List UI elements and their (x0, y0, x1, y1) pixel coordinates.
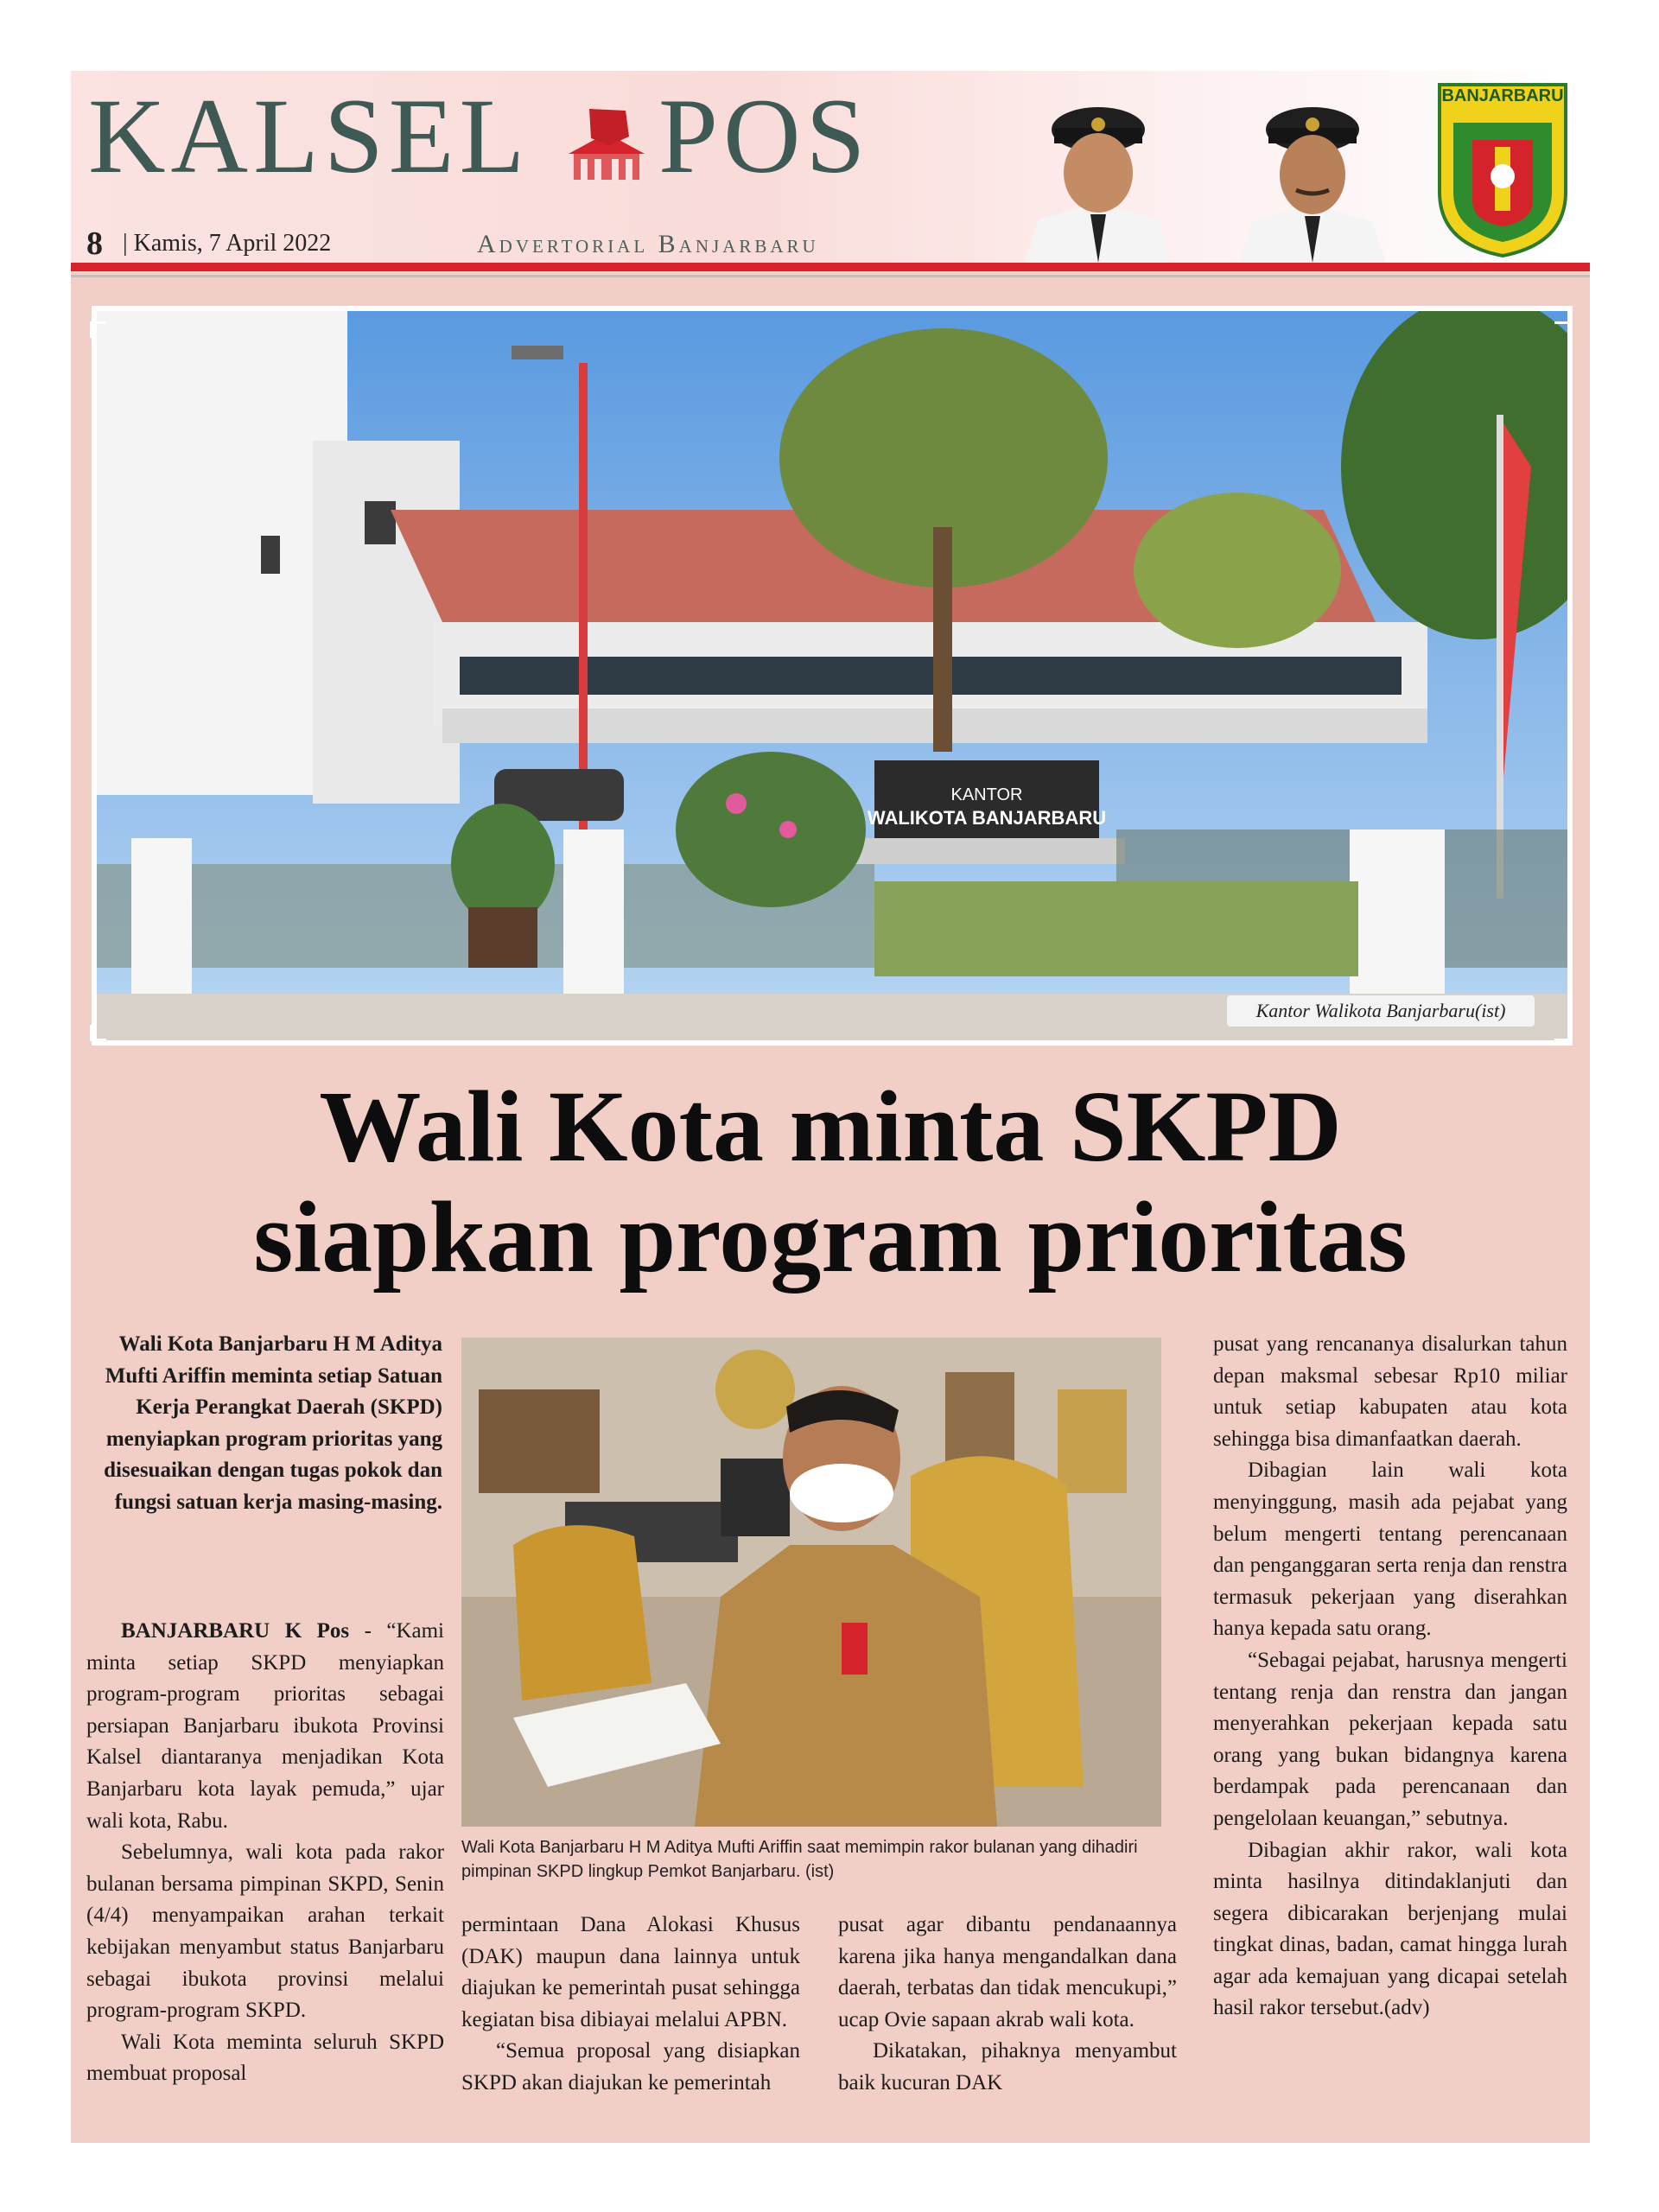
headline (71, 1071, 1590, 1293)
article-column-4 (1213, 1329, 1567, 2024)
portrait-mayor-image (1021, 93, 1175, 263)
sign-text-1: KANTOR (950, 785, 1023, 804)
col1-para-1: - “Kami minta setiap SKPD menyiapkan program-program prioritas sebagai persiapan Banjarbaru ibukota Provinsi Kalsel diantaranya menjadikan Kota Banjarbaru kota layak pemuda,” ujar wali kota, Rabu. (86, 1619, 444, 1833)
brand-right: POS (658, 77, 871, 195)
article-dateline: BANJARBARU K Pos (121, 1619, 350, 1643)
col1-para-3: Wali Kota meminta seluruh SKPD membuat proposal (86, 2030, 444, 2086)
article-column-2 (461, 1910, 800, 2100)
col1-para-2: Sebelumnya, wali kota pada rakor bulanan bersama pimpinan SKPD, Senin (4/4) menyampaikan arahan terkait kebijakan menyambut status Banjarbaru sebagai ibukota provinsi melalui program-program SKPD. (86, 1840, 444, 2023)
hero-caption: Kantor Walikota Banjarbaru(ist) (1227, 995, 1535, 1027)
col4-para-1: pusat yang rencananya disalurkan tahun depan maksmal sebesar Rp10 miliar untuk setiap kabupaten atau kota sehingga bisa dimanfaatkan daerah. (1213, 1332, 1567, 1451)
masthead-rule-thin (71, 275, 1590, 277)
issue-date: | Kamis, 7 April 2022 (123, 230, 332, 257)
sign-text-2: WALIKOTA BANJARBARU (867, 807, 1107, 829)
newspaper-page (71, 71, 1590, 2143)
col4-para-3: “Sebagai pejabat, harusnya mengerti tentang renja dan renstra dan jangan menyerahkan pekerjaan kepada satu orang yang bukan bidangnya karena berdampak pada perencanaan dan pengelolaan keuangan,” sebutnya. (1213, 1648, 1567, 1830)
kalsel-pos-logo-icon (565, 102, 648, 185)
headline-line-1: Wali Kota minta SKPD (319, 1070, 1342, 1183)
mayor-photo-caption: Wali Kota Banjarbaru H M Aditya Mufti Ariffin saat memimpin rakor bulanan yang dihadiri pimpinan SKPD lingkup Pemkot Banjarbaru. (ist) (461, 1838, 1138, 1881)
col3-para-2: Dikatakan, pihaknya menyambut baik kucuran DAK (838, 2039, 1177, 2094)
article-column-1 (86, 1616, 444, 2090)
headline-line-2: siapkan program prioritas (253, 1180, 1408, 1294)
crest-label: BANJARBARU (1441, 86, 1564, 105)
frame-corner (1554, 1025, 1571, 1041)
frame-corner (1554, 321, 1571, 338)
mayor-photo (461, 1338, 1161, 1827)
section-rubric: Advertorial Banjarbaru (477, 230, 819, 258)
frame-corner (90, 1025, 106, 1041)
city-hall-photo-image (97, 311, 1567, 1040)
col4-para-2: Dibagian lain wali kota menyinggung, masih ada pejabat yang belum mengerti tentang perencanaan dan penganggaran serta renja dan renstra termasuk pekerjaan yang diserahkan hanya kepada satu orang. (1213, 1459, 1567, 1641)
col2-para-1: permintaan Dana Alokasi Khusus (DAK) maupun dana lainnya untuk diajukan ke pemerintah pusat sehingga kegiatan bisa dibiayai melalui APBN. (461, 1913, 800, 2031)
col3-para-1: pusat agar dibantu pendanaannya karena jika hanya mengandalkan dana daerah, terbatas dan tidak mencukupi,” ucap Ovie sapaan akrab wali kota. (838, 1913, 1177, 2031)
article-column-3 (838, 1910, 1177, 2100)
frame-corner (90, 321, 106, 338)
brand-left: KALSEL (88, 77, 531, 195)
mayor-meeting-photo-image (461, 1338, 1161, 1827)
masthead (71, 71, 1590, 268)
hero-photo (92, 306, 1573, 1046)
portrait-vice-mayor-image (1236, 93, 1389, 263)
col4-para-4: Dibagian akhir rakor, wali kota minta hasilnya ditindaklanjuti dan segera dibicarakan berjenjang mulai tingkat dinas, badan, camat hingga lurah agar ada kemajuan yang dicapai setelah hasil rakor tersebut.(adv) (1213, 1838, 1567, 2020)
article-lead: Wali Kota Banjarbaru H M Aditya Mufti Ariffin meminta setiap Satuan Kerja Perangkat Daerah (SKPD) menyiapkan program prioritas yang disesuaikan dengan tugas pokok dan fungsi satuan kerja masing-masing. (104, 1332, 442, 1514)
page-number: 8 (86, 226, 103, 262)
col2-para-2: “Semua proposal yang disiapkan SKPD akan diajukan ke pemerintah (461, 2039, 800, 2094)
masthead-rule (71, 263, 1590, 271)
